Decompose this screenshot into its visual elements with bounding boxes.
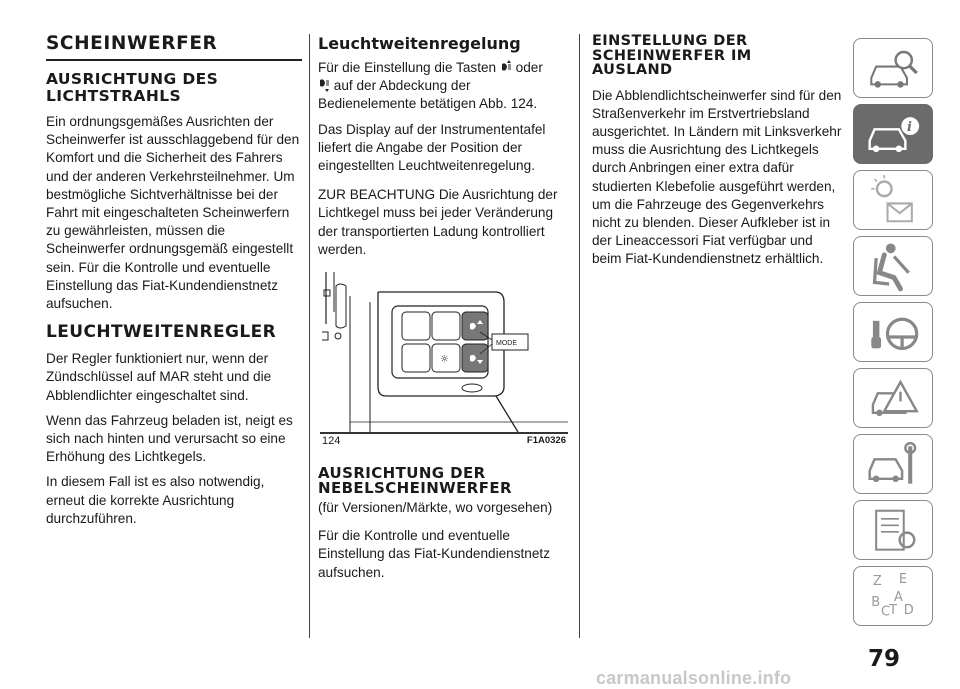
- paragraph: Ein ordnungsgemäßes Ausrichten der Scheinwerfer ist ausschlaggebend für den Komfort und die Sicherheit des Fahrers und der anderen Verkehrsteilnehmer. Um bestmögliche Sichtverhältnisse bei der Fahrt mit eingeschalteten Scheinwerfern zu gewährleisten, müssen die Scheinwerfer ordnungsgemäß eingestellt sein. Für die Kontrolle und eventuelle Einstellung das Fiat-Kundendienstnetz aufsuchen.: [46, 114, 300, 312]
- car-info-icon: [854, 105, 934, 165]
- paragraph: Das Display auf der Instrumententafel liefert die Angabe der Position der eingestellten Leuchtweitenregelung.: [318, 121, 546, 174]
- column-1: [46, 34, 302, 535]
- seat-airbag-icon: [854, 237, 934, 297]
- alphabetical-index-icon: [854, 567, 934, 627]
- column-divider-1: [309, 34, 310, 638]
- note-paragraph: ZUR BEACHTUNG Die Ausrichtung der Lichtkegel muss bei jeder Veränderung der transportierten Ladung kontrolliert werden.: [318, 187, 558, 257]
- tab-alphabetical-index[interactable]: [853, 566, 933, 626]
- section-heading-ausland: [592, 34, 842, 78]
- figure-124: [320, 272, 568, 450]
- title-underline: [46, 59, 302, 61]
- figure-caption-rule: [320, 432, 568, 434]
- index-letter: A: [894, 590, 903, 606]
- svg-text:i: i: [906, 119, 912, 135]
- section-heading-nebelscheinwerfer: [318, 466, 568, 496]
- page-number: 79: [868, 646, 901, 672]
- tab-car-search[interactable]: [853, 38, 933, 98]
- car-wrench-icon: [854, 435, 934, 495]
- dashboard-controls-illustration: [320, 272, 568, 432]
- index-letter: Z: [872, 573, 882, 589]
- tab-seat-airbag[interactable]: [853, 236, 933, 296]
- section-heading-leuchtweitenregelung: Leuchtweitenregelung: [318, 34, 521, 53]
- heading-line: LICHTSTRAHLS: [46, 87, 182, 105]
- column-2: [318, 34, 568, 266]
- tab-technical-data[interactable]: [853, 500, 933, 560]
- text-run: auf der Abdeckung der Bedienelemente betätigen Abb. 124.: [318, 78, 538, 112]
- index-letter: T: [889, 603, 898, 619]
- paragraph: Für die Kontrolle und eventuelle Einstellung das Fiat-Kundendienstnetz aufsuchen.: [318, 528, 550, 580]
- figure-number: 124: [322, 435, 341, 447]
- paragraph: In diesem Fall ist es also notwendig, erneut die korrekte Ausrichtung durchzuführen.: [46, 474, 265, 526]
- tab-steering-key[interactable]: [853, 302, 933, 362]
- paragraph: Die Abblendlichtscheinwerfer sind für den Straßenverkehr im Erstvertriebsland ausgerichtet. In Ländern mit Linksverkehr muss die Ausrichtung des Lichtkegels durch Anbringen einer extra dafür studierten Klebefolie ausgeführt werden, um die Fahrzeuge des Gegenverkehrs nicht zu blenden. Dieser Aufkleber ist in der Lineaccessori Fiat verfügbar und beim Fiat-Kundendienstnetz erhältlich.: [592, 87, 842, 267]
- figure-code: F1A0326: [526, 435, 566, 446]
- heading-line: NEBELSCHEINWERFER: [318, 479, 512, 497]
- technical-data-icon: [854, 501, 934, 561]
- page-title: SCHEINWERFER: [46, 33, 218, 54]
- heading-line: EINSTELLUNG DER: [592, 33, 748, 49]
- headlight-down-icon: [318, 78, 330, 92]
- car-search-icon: [854, 39, 934, 99]
- column-divider-2: [579, 34, 580, 638]
- text-run: oder: [515, 60, 543, 75]
- text-run: Für die Einstellung die Tasten: [318, 60, 497, 75]
- section-heading-ausrichtung: [46, 71, 302, 105]
- column-3: [592, 34, 842, 276]
- heading-line: AUSLAND: [592, 62, 673, 78]
- index-letter: C: [881, 604, 891, 620]
- car-emergency-icon: [854, 369, 934, 429]
- tab-car-emergency[interactable]: [853, 368, 933, 428]
- headlight-up-icon: [500, 60, 512, 74]
- section-heading-leuchtweitenregler: LEUCHTWEITENREGLER: [46, 322, 277, 343]
- heading-line: SCHEINWERFER IM: [592, 47, 752, 64]
- tab-car-wrench[interactable]: [853, 434, 933, 494]
- index-letter: D: [903, 603, 914, 619]
- index-letter: E: [898, 572, 908, 588]
- figure-mode-label: MODE: [496, 340, 517, 347]
- tab-car-info[interactable]: [853, 104, 933, 164]
- paragraph: [318, 59, 568, 114]
- lights-warning-icon: [854, 171, 934, 231]
- column-2-lower: [318, 466, 568, 589]
- paragraph: Wenn das Fahrzeug beladen ist, neigt es sich nach hinten und verursacht so eine Erhöhung des Lichtkegels.: [46, 412, 293, 465]
- steering-key-icon: [854, 303, 934, 363]
- heading-line: AUSRICHTUNG DER: [318, 464, 486, 482]
- subheading-note: (für Versionen/Märkte, wo vorgesehen): [318, 500, 553, 515]
- svg-text:☼: ☼: [440, 354, 449, 365]
- index-letter: B: [871, 594, 881, 610]
- figure-illustration: [320, 272, 568, 432]
- heading-line: AUSRICHTUNG DES: [46, 70, 219, 88]
- tab-lights-warning[interactable]: [853, 170, 933, 230]
- watermark: carmanualsonline.info: [596, 668, 792, 688]
- paragraph: Der Regler funktioniert nur, wenn der Zündschlüssel auf MAR steht und die Abblendlichter eingeschaltet sind.: [46, 351, 272, 403]
